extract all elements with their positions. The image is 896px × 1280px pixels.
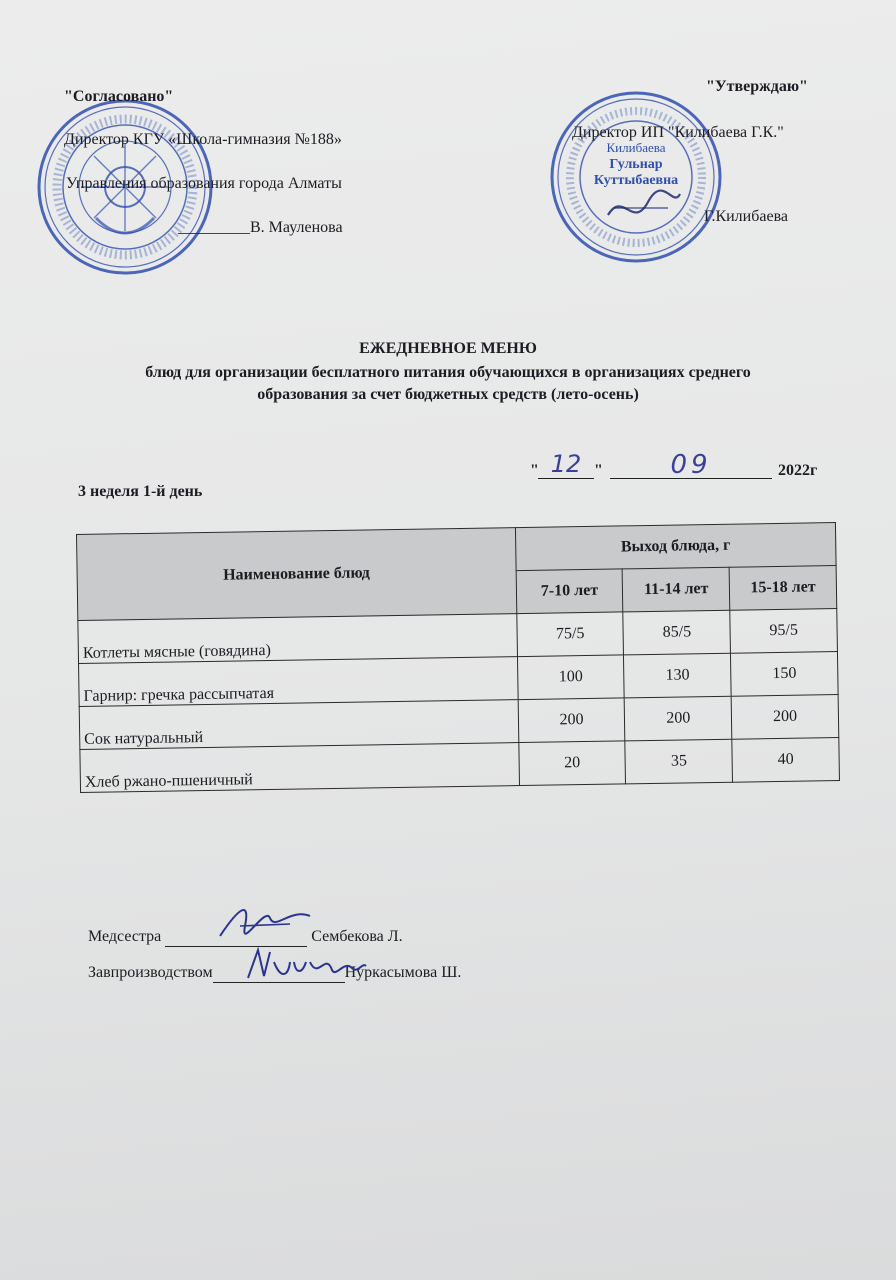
manager-signature — [240, 940, 370, 990]
portion-value: 75/5 — [516, 612, 623, 657]
date-quote-close: " — [594, 462, 603, 479]
document-title: ЕЖЕДНЕВНОЕ МЕНЮ — [359, 340, 537, 357]
date-year: 2022г — [778, 462, 818, 479]
menu-table — [76, 522, 840, 793]
date-month-handwritten: 09 — [610, 450, 772, 479]
header-age-11-14: 11-14 лет — [623, 567, 730, 612]
approval-label-right: "Утверждаю" — [706, 78, 808, 95]
portion-value: 85/5 — [623, 610, 730, 655]
portion-value: 35 — [625, 739, 732, 784]
right-signatory-line: Г.Килибаева — [704, 208, 789, 225]
left-department-line: Управления образования города Алматы — [66, 175, 342, 192]
date-day-handwritten: 12 — [538, 450, 594, 479]
portion-value: 20 — [518, 741, 625, 786]
nurse-signature — [210, 896, 320, 946]
left-director-line: Директор КГУ «Школа-гимназия №188» — [64, 131, 342, 148]
document-subtitle-line1: блюд для организации бесплатного питания обучающихся в организациях среднего — [145, 364, 751, 381]
stamp-name-line1: Килибаева — [606, 140, 666, 155]
dish-name: Котлеты мясные (говядина) — [78, 614, 517, 664]
portion-value: 40 — [732, 738, 839, 783]
date-field — [530, 448, 840, 488]
portion-value: 150 — [731, 652, 838, 697]
portion-value: 95/5 — [730, 609, 837, 654]
date-quote-open: " — [530, 462, 539, 479]
dish-name: Гарнир: гречка рассыпчатая — [79, 657, 518, 707]
header-age-15-18: 15-18 лет — [729, 566, 836, 611]
stamp-name-line3: Куттыбаевна — [593, 173, 679, 188]
portion-value: 200 — [625, 696, 732, 741]
week-day-label: 3 неделя 1-й день — [78, 483, 203, 500]
official-seal-right — [548, 90, 724, 264]
header-dish-name: Наименование блюд — [77, 528, 517, 621]
portion-value: 200 — [731, 695, 838, 740]
header-output: Выход блюда, г — [515, 523, 836, 571]
nurse-title: Медсестра — [88, 928, 162, 945]
portion-value: 100 — [517, 655, 624, 700]
header-age-7-10: 7-10 лет — [516, 569, 623, 614]
left-signatory-line: _________В. Мауленова — [178, 219, 343, 236]
manager-title: Завпроизводством — [88, 964, 213, 981]
portion-value: 200 — [518, 698, 625, 743]
portion-value: 130 — [624, 653, 731, 698]
approval-label-left: "Согласовано" — [64, 88, 174, 105]
dish-name: Сок натуральный — [79, 700, 518, 750]
dish-name: Хлеб ржано-пшеничный — [80, 743, 519, 793]
document-subtitle-line2: образования за счет бюджетных средств (лето-осень) — [257, 386, 639, 403]
manager-name: Нуркасымова Ш. — [344, 964, 462, 981]
right-director-line: Директор ИП "Килибаева Г.К." — [572, 124, 784, 141]
stamp-name-line2: Гульнар — [609, 157, 663, 172]
nurse-name: Сембекова Л. — [311, 928, 403, 945]
